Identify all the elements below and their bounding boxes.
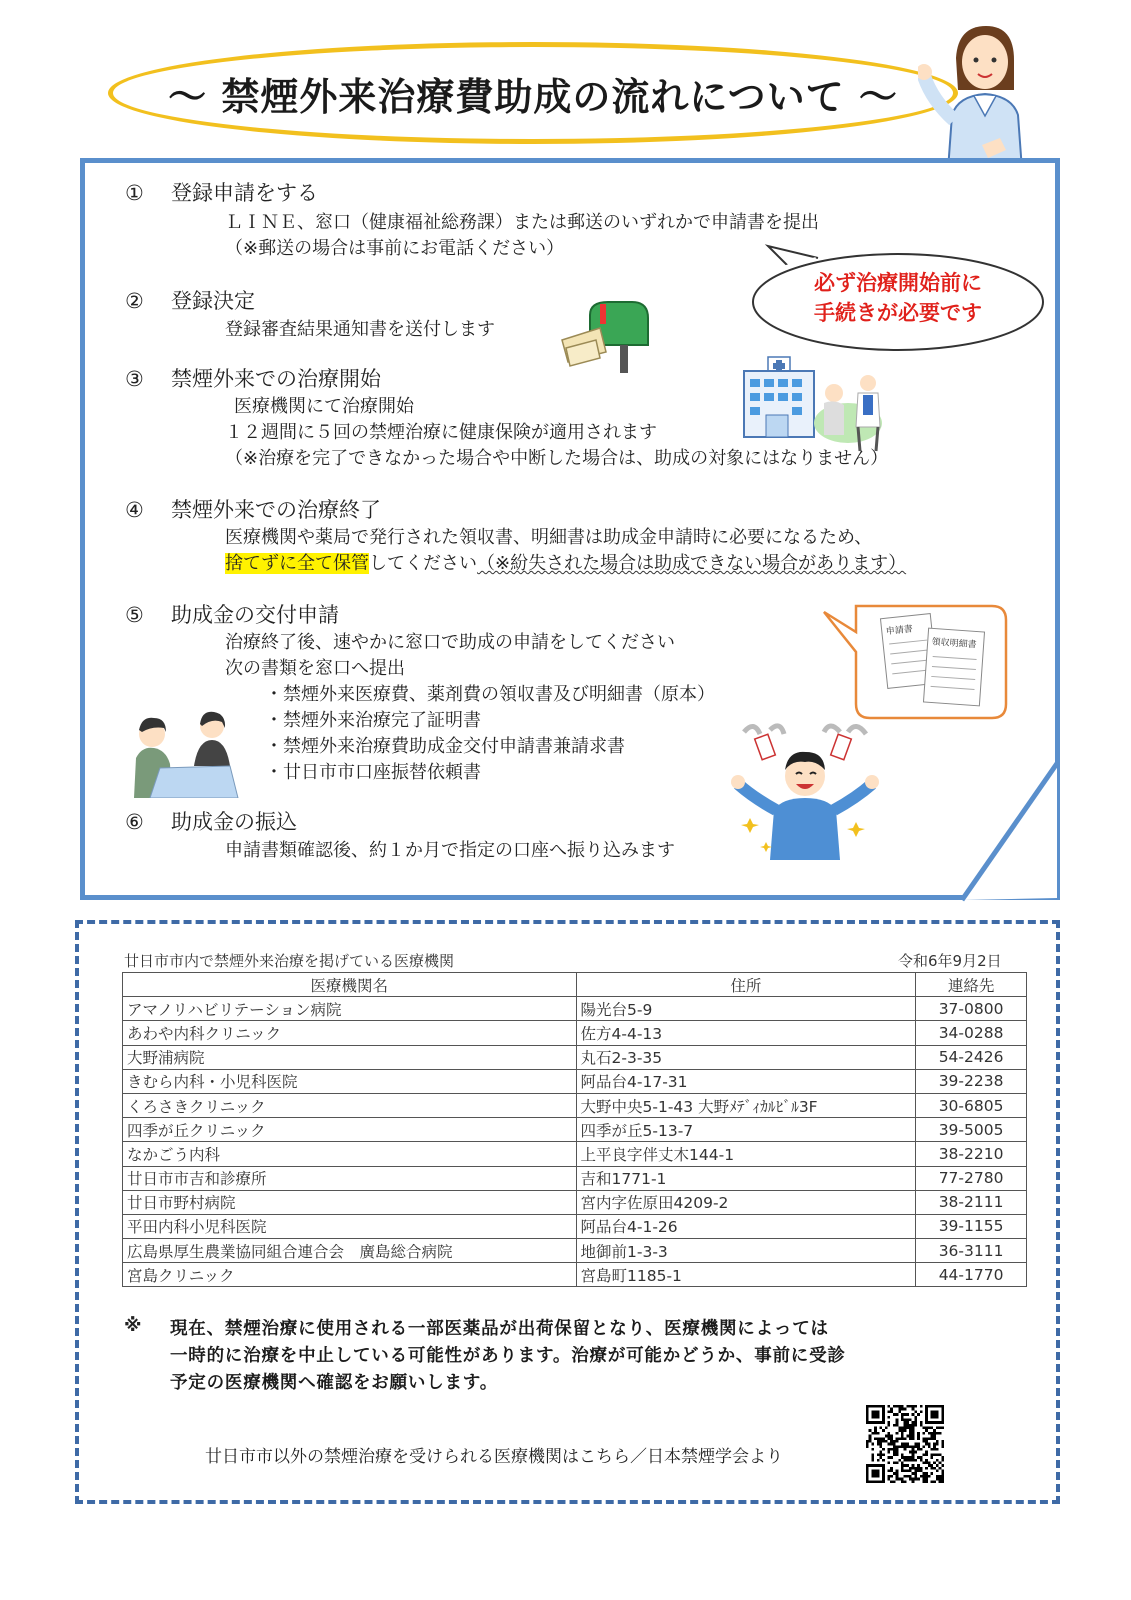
step-6-number: ⑥ bbox=[125, 810, 144, 834]
cell-name: あわや内科クリニック bbox=[123, 1021, 577, 1045]
qr-code[interactable] bbox=[866, 1405, 944, 1483]
institutions-table bbox=[122, 972, 1027, 1287]
step-1-number: ① bbox=[125, 181, 144, 205]
step-5-title: 助成金の交付申請 bbox=[171, 603, 339, 627]
step-2-line-1: 登録審査結果通知書を送付します bbox=[225, 319, 495, 340]
document-item-4: ・廿日市市口座振替依頼書 bbox=[265, 762, 481, 783]
header-phone: 連絡先 bbox=[916, 973, 1027, 997]
callout-text bbox=[748, 268, 1048, 328]
cell-address: 阿品台4-17-31 bbox=[576, 1069, 916, 1093]
step-6-heading bbox=[125, 806, 297, 836]
step-5-line-2: 次の書類を窓口へ提出 bbox=[225, 658, 405, 679]
cell-name: 大野浦病院 bbox=[123, 1045, 577, 1069]
cell-address: 阿品台4-1-26 bbox=[576, 1214, 916, 1238]
cell-phone: 39-1155 bbox=[916, 1214, 1027, 1238]
table-row bbox=[123, 1142, 1027, 1166]
table-row bbox=[123, 1166, 1027, 1190]
step-6-title: 助成金の振込 bbox=[171, 810, 297, 834]
step-2-heading bbox=[125, 285, 255, 315]
cell-phone: 37-0800 bbox=[916, 997, 1027, 1021]
step-4-number: ④ bbox=[125, 498, 144, 522]
document-item-2: ・禁煙外来治療完了証明書 bbox=[265, 710, 481, 731]
callout-line-2: 手続きが必要です bbox=[814, 301, 982, 325]
cell-name: くろさきクリニック bbox=[123, 1093, 577, 1117]
table-row bbox=[123, 1118, 1027, 1142]
cell-address: 宮島町1185-1 bbox=[576, 1263, 916, 1287]
document-item-3: ・禁煙外来治療費助成金交付申請書兼請求書 bbox=[265, 736, 625, 757]
cell-address: 丸石2-3-35 bbox=[576, 1045, 916, 1069]
table-row bbox=[123, 1069, 1027, 1093]
cell-name: なかごう内科 bbox=[123, 1142, 577, 1166]
note-line-2: 一時的に治療を中止している可能性があります。治療が可能かどうか、事前に受診 bbox=[170, 1346, 846, 1366]
step-6-line-1: 申請書類確認後、約１か月で指定の口座へ振り込みます bbox=[225, 840, 675, 861]
step-4-line-1: 医療機関や薬局で発行された領収書、明細書は助成金申請時に必要になるため、 bbox=[225, 527, 873, 548]
table-row bbox=[123, 1190, 1027, 1214]
table-row bbox=[123, 1263, 1027, 1287]
cell-phone: 30-6805 bbox=[916, 1093, 1027, 1117]
step-1-title: 登録申請をする bbox=[171, 181, 318, 205]
cell-address: 大野中央5-1-43 大野ﾒﾃﾞｨｶﾙﾋﾞﾙ3F bbox=[576, 1093, 916, 1117]
cell-phone: 36-3111 bbox=[916, 1239, 1027, 1263]
step-4-title: 禁煙外来での治療終了 bbox=[171, 498, 381, 522]
step-3-title: 禁煙外来での治療開始 bbox=[171, 367, 381, 391]
cell-name: 廿日市市吉和診療所 bbox=[123, 1166, 577, 1190]
cell-phone: 39-2238 bbox=[916, 1069, 1027, 1093]
step-3-line-2: １２週間に５回の禁煙治療に健康保険が適用されます bbox=[225, 422, 657, 443]
table-header-row bbox=[123, 973, 1027, 997]
table-row bbox=[123, 1021, 1027, 1045]
step-1-line-2: （※郵送の場合は事前にお電話ください） bbox=[225, 238, 565, 259]
table-row bbox=[123, 1214, 1027, 1238]
cell-phone: 44-1770 bbox=[916, 1263, 1027, 1287]
table-row bbox=[123, 1045, 1027, 1069]
cell-address: 上平良字伴丈木144-1 bbox=[576, 1142, 916, 1166]
table-row bbox=[123, 1093, 1027, 1117]
page-title: ～ 禁煙外来治療費助成の流れについて ～ bbox=[168, 74, 898, 119]
step-3-line-3: （※治療を完了できなかった場合や中断した場合は、助成の対象にはなりません） bbox=[225, 448, 889, 469]
counter-consultation-illustration bbox=[130, 706, 240, 798]
cell-name: 四季が丘クリニック bbox=[123, 1118, 577, 1142]
cell-address: 宮内字佐原田4209-2 bbox=[576, 1190, 916, 1214]
step-3-number: ③ bbox=[125, 367, 144, 391]
step-3-line-1: 医療機関にて治療開始 bbox=[234, 396, 414, 417]
panel-speech-tail bbox=[960, 760, 1060, 905]
cell-phone: 34-0288 bbox=[916, 1021, 1027, 1045]
cell-phone: 77-2780 bbox=[916, 1166, 1027, 1190]
note-line-3: 予定の医療機関へ確認をお願いします。 bbox=[170, 1373, 498, 1393]
note-mark: ※ bbox=[124, 1315, 142, 1336]
step-2-title: 登録決定 bbox=[171, 289, 255, 313]
step-5-heading bbox=[125, 599, 339, 629]
step-4-line-2 bbox=[225, 549, 906, 575]
table-row bbox=[123, 997, 1027, 1021]
cell-address: 佐方4-4-13 bbox=[576, 1021, 916, 1045]
table-caption: 廿日市市内で禁煙外来治療を掲げている医療機関 bbox=[124, 952, 455, 970]
mailbox-icon bbox=[560, 300, 650, 375]
step-5-number: ⑤ bbox=[125, 603, 144, 627]
step-2-number: ② bbox=[125, 289, 144, 313]
receipt-label: 領収明細書 bbox=[931, 637, 977, 651]
application-form-label: 申請書 bbox=[885, 624, 914, 638]
callout-line-1: 必ず治療開始前に bbox=[814, 271, 982, 295]
cell-address: 地御前1-3-3 bbox=[576, 1239, 916, 1263]
cell-name: 廿日市野村病院 bbox=[123, 1190, 577, 1214]
cell-phone: 54-2426 bbox=[916, 1045, 1027, 1069]
step-4-heading bbox=[125, 494, 381, 524]
cell-phone: 39-5005 bbox=[916, 1118, 1027, 1142]
keep-all-highlight: 捨てずに全て保管 bbox=[225, 553, 369, 574]
header-address: 住所 bbox=[576, 973, 916, 997]
waving-woman-illustration bbox=[918, 20, 1048, 170]
document-item-1: ・禁煙外来医療費、薬剤費の領収書及び明細書（原本） bbox=[265, 684, 715, 705]
hospital-illustration bbox=[740, 355, 900, 455]
step-1-heading bbox=[125, 177, 318, 207]
external-institutions-text: 廿日市市以外の禁煙治療を受けられる医療機関はこちら／日本禁煙学会より bbox=[205, 1447, 783, 1467]
cell-phone: 38-2210 bbox=[916, 1142, 1027, 1166]
step-5-line-1: 治療終了後、速やかに窓口で助成の申請をしてください bbox=[225, 632, 675, 653]
note-line-1: 現在、禁煙治療に使用される一部医薬品が出荷保留となり、医療機関によっては bbox=[170, 1319, 829, 1339]
step-3-heading bbox=[125, 363, 381, 393]
cell-name: きむら内科・小児科医院 bbox=[123, 1069, 577, 1093]
cell-name: 宮島クリニック bbox=[123, 1263, 577, 1287]
documents-bubble bbox=[822, 602, 1012, 722]
header-name: 医療機関名 bbox=[123, 973, 577, 997]
cell-address: 吉和1771-1 bbox=[576, 1166, 916, 1190]
table-date: 令和6年9月2日 bbox=[898, 952, 1002, 970]
cell-name: 平田内科小児科医院 bbox=[123, 1214, 577, 1238]
lost-receipt-note: （※紛失された場合は助成できない場合があります） bbox=[477, 553, 907, 574]
celebrating-person-illustration bbox=[730, 718, 880, 860]
keep-instruction: してください bbox=[369, 553, 477, 574]
cell-address: 四季が丘5-13-7 bbox=[576, 1118, 916, 1142]
table-row bbox=[123, 1239, 1027, 1263]
cell-name: 広島県厚生農業協同組合連合会 廣島総合病院 bbox=[123, 1239, 577, 1263]
cell-phone: 38-2111 bbox=[916, 1190, 1027, 1214]
cell-name: アマノリハビリテーション病院 bbox=[123, 997, 577, 1021]
step-1-line-1: ＬＩＮＥ、窓口（健康福祉総務課）または郵送のいずれかで申請書を提出 bbox=[225, 212, 819, 233]
cell-address: 陽光台5-9 bbox=[576, 997, 916, 1021]
